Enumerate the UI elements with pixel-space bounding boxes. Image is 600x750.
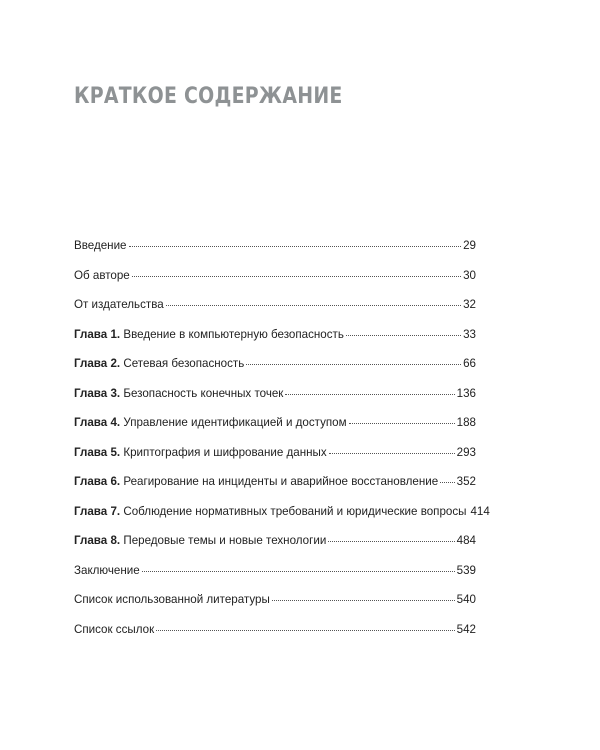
toc-entry-chapter-5[interactable]: [74, 438, 476, 468]
toc-entry-title: Введение: [74, 239, 127, 252]
toc-entry-label: [74, 290, 164, 320]
toc-page-number: 484: [456, 534, 476, 547]
toc-chapter-number: Глава 1.: [74, 327, 121, 341]
toc-entry-title: Список ссылок: [74, 622, 155, 636]
toc-entry-references[interactable]: [74, 615, 476, 645]
toc-entry-label: [74, 261, 130, 291]
toc-chapter-number: Глава 6.: [74, 475, 121, 488]
dot-leader: [329, 453, 455, 454]
toc-page-number: 188: [456, 416, 476, 429]
toc-chapter-number: Глава 3.: [74, 386, 121, 400]
toc-entry-introduction[interactable]: [74, 231, 476, 261]
toc-entry-from-publisher[interactable]: [74, 290, 476, 320]
toc-page-number: 29: [463, 239, 476, 252]
toc-entry-label: [74, 615, 154, 645]
toc-page-number: 293: [456, 445, 476, 459]
toc-entry-title: Соблюдение нормативных требований и юридические вопросы: [123, 504, 467, 518]
toc-entry-label: [74, 379, 283, 409]
toc-page-number: 30: [463, 268, 476, 282]
toc-entry-chapter-2[interactable]: [74, 349, 476, 379]
toc-entry-bibliography[interactable]: [74, 585, 476, 615]
toc-page-number: 136: [456, 386, 476, 400]
toc-entry-title: Заключение: [74, 563, 140, 577]
toc-entry-title: Криптография и шифрование данных: [123, 445, 327, 459]
toc-chapter-number: Глава 5.: [74, 445, 121, 459]
dot-leader: [272, 600, 455, 601]
toc-page-number: 32: [463, 298, 476, 311]
dot-leader: [349, 423, 455, 424]
toc-page-number: 33: [463, 327, 476, 341]
toc-entry-chapter-7[interactable]: [74, 497, 490, 527]
toc-entry-title: Безопасность конечных точек: [123, 386, 284, 400]
dot-leader: [246, 364, 461, 365]
toc-page-number: 539: [456, 563, 476, 577]
toc-entry-label: [74, 320, 344, 350]
toc-entry-chapter-8[interactable]: [74, 526, 476, 556]
toc-entry-title: От издательства: [74, 298, 164, 311]
table-of-contents: [74, 231, 490, 644]
toc-entry-label: [74, 231, 127, 261]
toc-entry-label: [74, 497, 466, 527]
toc-entry-title: Сетевая безопасность: [123, 357, 245, 370]
toc-entry-label: [74, 585, 270, 615]
dot-leader: [285, 394, 454, 395]
toc-chapter-number: Глава 8.: [74, 534, 121, 547]
toc-page-number: 542: [456, 622, 476, 636]
dot-leader: [156, 630, 455, 631]
toc-page-number: 414: [470, 504, 490, 518]
toc-entry-label: [74, 467, 438, 497]
dot-leader: [166, 305, 461, 306]
dot-leader: [440, 482, 454, 483]
toc-entry-title: Список использованной литературы: [74, 593, 270, 606]
toc-entry-title: Введение в компьютерную безопасность: [123, 327, 344, 341]
dot-leader: [328, 541, 454, 542]
dot-leader: [346, 335, 461, 336]
toc-entry-chapter-3[interactable]: [74, 379, 476, 409]
toc-entry-label: [74, 556, 140, 586]
dot-leader: [129, 246, 462, 247]
toc-entry-label: [74, 349, 244, 379]
toc-chapter-number: Глава 4.: [74, 416, 121, 429]
dot-leader: [132, 276, 461, 277]
toc-page-number: 540: [456, 593, 476, 606]
toc-entry-title: Передовые темы и новые технологии: [123, 534, 327, 547]
toc-entry-about-author[interactable]: [74, 261, 476, 291]
toc-page-number: 352: [456, 475, 476, 488]
toc-entry-label: [74, 438, 327, 468]
toc-entry-conclusion[interactable]: [74, 556, 476, 586]
toc-entry-label: [74, 408, 347, 438]
toc-entry-chapter-4[interactable]: [74, 408, 476, 438]
page-title: КРАТКОЕ СОДЕРЖАНИЕ: [74, 84, 343, 109]
toc-entry-title: Управление идентификацией и доступом: [123, 416, 347, 429]
toc-entry-chapter-1[interactable]: [74, 320, 476, 350]
toc-entry-title: Реагирование на инциденты и аварийное восстановление: [123, 475, 439, 488]
toc-entry-chapter-6[interactable]: [74, 467, 476, 497]
toc-chapter-number: Глава 2.: [74, 357, 121, 370]
toc-entry-label: [74, 526, 326, 556]
toc-chapter-number: Глава 7.: [74, 504, 121, 518]
toc-entry-title: Об авторе: [74, 268, 130, 282]
toc-page-number: 66: [463, 357, 476, 370]
dot-leader: [142, 571, 455, 572]
